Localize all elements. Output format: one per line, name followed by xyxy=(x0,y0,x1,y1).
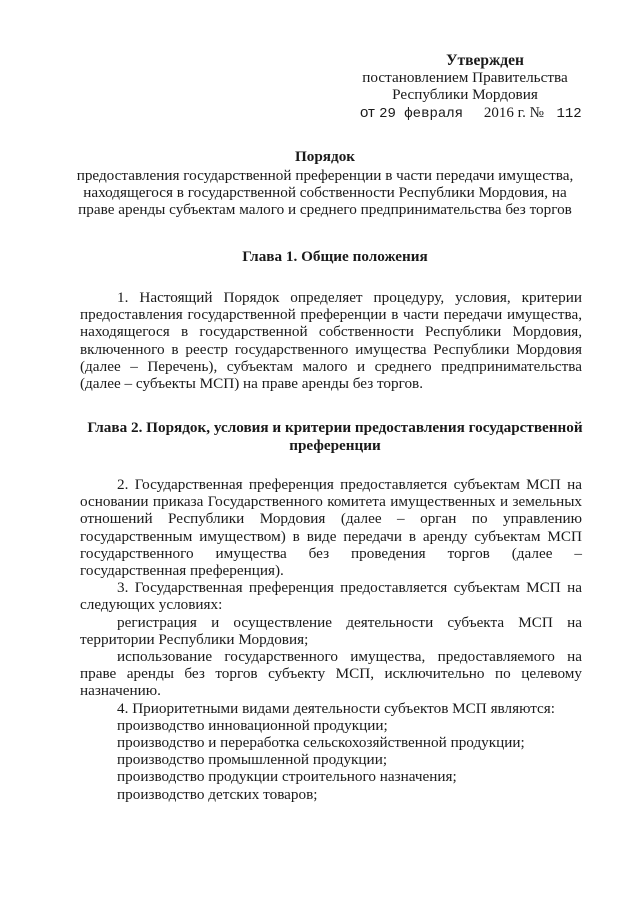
subtitle-line-2: находящегося в государственной собственности Республики Мордовия, на xyxy=(83,184,567,201)
document-heading: Порядок xyxy=(294,148,356,165)
date-day-month: 29 февраля xyxy=(379,106,464,122)
priority-item: производство промышленной продукции; xyxy=(117,751,388,769)
document-number: 112 xyxy=(556,106,582,122)
paragraph-3: 3. Государственная преференция предоставляется субъектам МСП на следующих условиях: xyxy=(80,579,582,614)
approval-date xyxy=(330,104,600,123)
document-title xyxy=(60,148,590,218)
priority-item: производство и переработка сельскохозяйственной продукции; xyxy=(117,734,525,752)
date-year: 2016 г. № xyxy=(483,105,544,121)
chapter-2-body xyxy=(80,476,582,803)
priority-item: производство детских товаров; xyxy=(117,785,318,803)
approval-line-1: постановлением Правительства xyxy=(362,69,568,86)
chapter-2-title xyxy=(75,419,595,455)
approval-block xyxy=(330,52,600,123)
chapter-1-body xyxy=(80,289,582,392)
subtitle-line-1: предоставления государственной преференции в части передачи имущества, xyxy=(76,167,574,184)
subtitle-line-3: праве аренды субъектам малого и среднего предпринимательства без торгов xyxy=(78,201,572,218)
condition-2: использование государственного имущества, предоставляемого на праве аренды без торгов субъекту МСП, исключительно по целевому назначению. xyxy=(80,648,582,700)
approval-title: Утвержден xyxy=(446,52,524,69)
priority-item: производство продукции строительного назначения; xyxy=(117,768,457,786)
priority-item: производство инновационной продукции; xyxy=(117,716,388,734)
approval-line-2: Республики Мордовия xyxy=(392,86,538,103)
chapter-2-title-line-1: Глава 2. Порядок, условия и критерии предоставления государственной xyxy=(87,419,583,436)
paragraph-2: 2. Государственная преференция предоставляется субъектам МСП на основании приказа Государственного комитета имущественных и земельных отношений Республики Мордовия (далее – орган по управлению государственным имуществом) в виде передачи в аренду субъектам МСП государственного имущества без проведения торгов (далее – государственная преференция). xyxy=(80,476,582,580)
chapter-1-title: Глава 1. Общие положения xyxy=(242,248,428,265)
paragraph-1: 1. Настоящий Порядок определяет процедуру, условия, критерии предоставления государственной преференции в части передачи имущества, находящегося в государственной собственности Республики Мордовия, включенного в реестр государственного имущества Республики Мордовия (далее – Перечень), субъектам малого и среднего предпринимательства (далее – субъекты МСП) на праве аренды без торгов. xyxy=(80,289,582,393)
paragraph-4: 4. Приоритетными видами деятельности субъектов МСП являются: xyxy=(117,699,556,717)
date-prefix: от xyxy=(360,104,375,121)
chapter-2-title-line-2: преференции xyxy=(289,437,381,454)
condition-1: регистрация и осуществление деятельности субъекта МСП на территории Республики Мордовия; xyxy=(80,613,582,648)
